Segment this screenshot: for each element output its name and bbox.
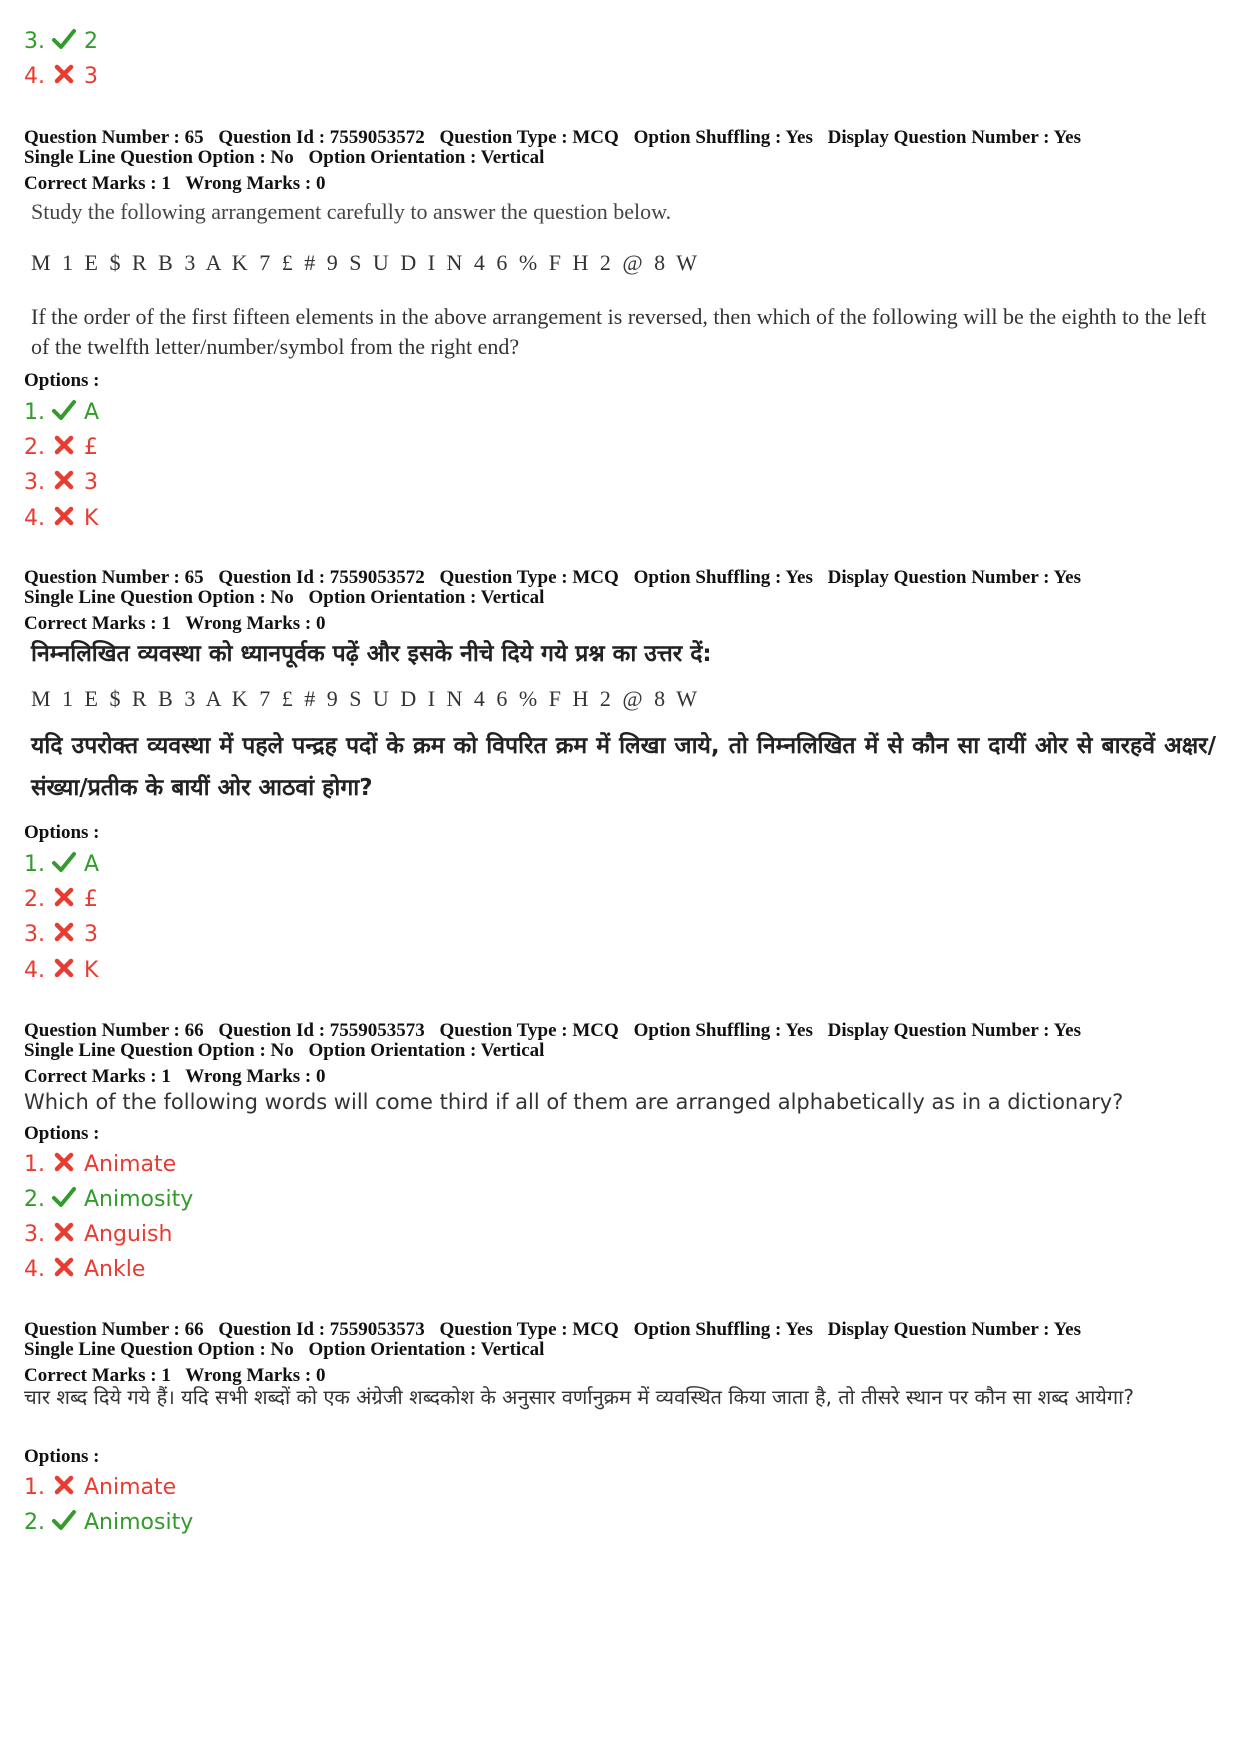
option-text: A [84,400,100,425]
option-number: 3. [24,470,45,495]
cross-icon [52,956,76,980]
option-number: 2. [24,887,45,912]
option-item [24,956,98,984]
option-number: 3. [24,29,45,54]
question-meta-line: Single Line Question Option : No Option Orientation : Vertical [24,1040,545,1061]
marks-line: Correct Marks : 1 Wrong Marks : 0 [24,613,326,634]
option-item [24,433,98,461]
options-label: Options : [24,370,100,391]
option-text: Animate [84,1152,177,1177]
cross-icon [52,504,76,528]
question-text: यदि उपरोक्त व्यवस्था में पहले पन्द्रह पदों के क्रम को विपरित क्रम में लिखा जाये, तो निम्नलिखित में से कौन सा दायीं ओर से बारहवें अक्षर/संख्या/प्रतीक के बायीं ओर आठवां होगा? [31,733,1216,801]
option-text: 2 [84,29,98,54]
question-text: If the order of the first fifteen elements in the above arrangement is reversed, then which of the following will be the eighth to the left of the twelfth letter/number/symbol from the right end? [31,304,1207,359]
option-number: 2. [24,1510,45,1535]
option-item [24,1255,145,1283]
marks-line: Correct Marks : 1 Wrong Marks : 0 [24,173,326,194]
cross-icon [52,62,76,86]
check-icon [52,1185,76,1209]
option-item [24,468,98,496]
cross-icon [52,1255,76,1279]
question-meta-line: Question Number : 65 Question Id : 7559053572 Question Type : MCQ Option Shuffling : Yes Display Question Number : Yes [24,567,1081,588]
check-icon [52,850,76,874]
cross-icon [52,1220,76,1244]
option-text: Animosity [84,1187,194,1212]
cross-icon [52,920,76,944]
arrangement-sequence: M 1 E $ R B 3 A K 7 £ # 9 S U D I N 4 6 % F H 2 @ 8 W [31,250,700,275]
option-item [24,398,99,426]
cross-icon [52,1473,76,1497]
check-icon [52,27,76,51]
option-text: £ [84,435,98,460]
question-meta-line: Single Line Question Option : No Option Orientation : Vertical [24,147,545,168]
option-number: 2. [24,1187,45,1212]
options-label: Options : [24,822,100,843]
check-icon [52,1508,76,1532]
cross-icon [52,1150,76,1174]
option-number: 1. [24,1475,45,1500]
marks-line: Correct Marks : 1 Wrong Marks : 0 [24,1365,326,1386]
option-item [24,885,98,913]
option-item [24,1508,193,1536]
option-item [24,920,98,948]
option-item [24,1150,176,1178]
question-intro: Study the following arrangement carefully to answer the question below. [31,199,672,224]
option-number: 4. [24,506,45,531]
option-text: £ [84,887,98,912]
option-text: Ankle [84,1257,146,1282]
option-text: Animosity [84,1510,194,1535]
question-meta-line: Question Number : 66 Question Id : 7559053573 Question Type : MCQ Option Shuffling : Yes Display Question Number : Yes [24,1319,1081,1340]
option-item [24,1220,172,1248]
option-number: 3. [24,922,45,947]
option-number: 4. [24,1257,45,1282]
option-item [24,1185,193,1213]
option-item [24,62,98,90]
option-number: 4. [24,958,45,983]
options-label: Options : [24,1123,100,1144]
option-text: 3 [84,922,98,947]
cross-icon [52,433,76,457]
option-text: Anguish [84,1222,173,1247]
option-text: 3 [84,470,98,495]
option-number: 1. [24,852,45,877]
question-text: चार शब्द दिये गये हैं। यदि सभी शब्दों को एक अंग्रेजी शब्दकोश के अनुसार वर्णानुक्रम में व्यवस्थित किया जाता है, तो तीसरे स्थान पर कौन सा शब्द आयेगा? [24,1385,1134,1409]
check-icon [52,398,76,422]
marks-line: Correct Marks : 1 Wrong Marks : 0 [24,1066,326,1087]
option-number: 2. [24,435,45,460]
option-item [24,1473,176,1501]
option-text: K [84,958,99,983]
question-text: Which of the following words will come third if all of them are arranged alphabetically as in a dictionary? [24,1090,1124,1114]
question-meta-line: Question Number : 66 Question Id : 7559053573 Question Type : MCQ Option Shuffling : Yes Display Question Number : Yes [24,1020,1081,1041]
option-text: A [84,852,100,877]
cross-icon [52,885,76,909]
option-number: 3. [24,1222,45,1247]
question-meta-line: Single Line Question Option : No Option Orientation : Vertical [24,1339,545,1360]
option-item [24,504,98,532]
option-text: Animate [84,1475,177,1500]
question-meta-line: Question Number : 65 Question Id : 7559053572 Question Type : MCQ Option Shuffling : Yes Display Question Number : Yes [24,127,1081,148]
options-label: Options : [24,1446,100,1467]
question-meta-line: Single Line Question Option : No Option Orientation : Vertical [24,587,545,608]
option-number: 1. [24,1152,45,1177]
option-item [24,850,99,878]
arrangement-sequence: M 1 E $ R B 3 A K 7 £ # 9 S U D I N 4 6 % F H 2 @ 8 W [31,686,700,711]
question-intro: निम्नलिखित व्यवस्था को ध्यानपूर्वक पढ़ें और इसके नीचे दिये गये प्रश्न का उत्तर दें: [31,641,712,667]
option-number: 1. [24,400,45,425]
option-text: K [84,506,99,531]
cross-icon [52,468,76,492]
option-number: 4. [24,64,45,89]
option-text: 3 [84,64,98,89]
option-item [24,27,98,55]
